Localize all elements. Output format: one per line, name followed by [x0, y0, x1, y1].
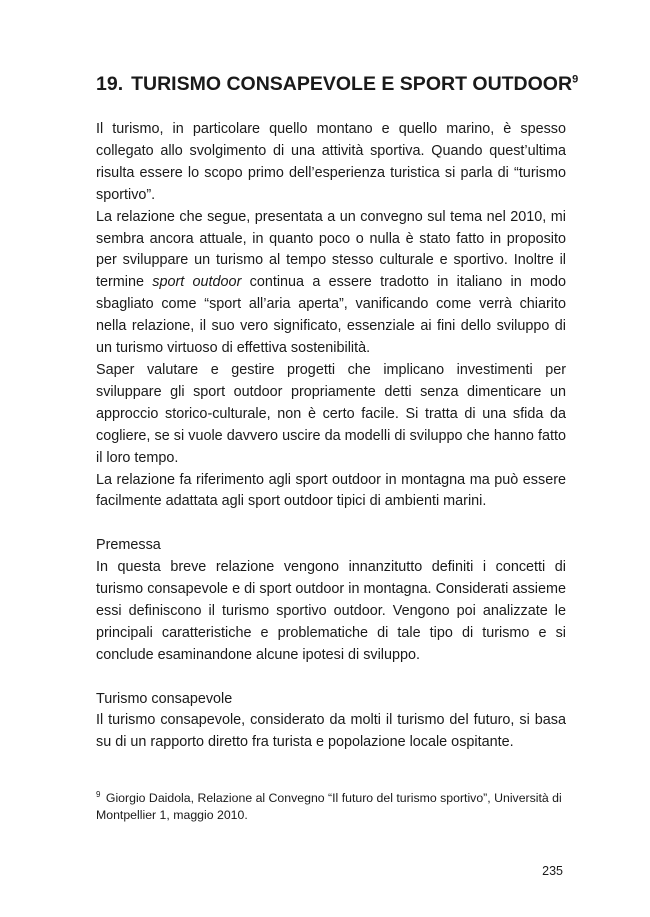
footnote — [96, 790, 566, 824]
book-page — [96, 0, 579, 917]
paragraph-montagna: La relazione fa riferimento agli sport outdoor in montagna ma può essere facilmente adattata agli sport outdoor tipici di ambienti marini. — [96, 471, 566, 510]
chapter-number: 19. — [96, 73, 124, 95]
paragraph-relazione-start: La relazione che segue, presentata a un convegno sul tema nel 2010, mi sembra ancora attuale, in quanto poco o nulla è stato fatto in proposito per sviluppare un turismo al tempo stesso culturale e sportivo. Inoltre il termine — [96, 208, 566, 291]
footnote-number: 9 — [96, 789, 101, 799]
page-number: 235 — [542, 864, 563, 878]
section-title-premessa: Premessa — [96, 537, 161, 554]
footnote-reference: 9 — [572, 73, 579, 86]
chapter-title: TURISMO CONSAPEVOLE E SPORT OUTDOOR — [131, 73, 573, 95]
body-text — [96, 119, 566, 754]
paragraph-relazione-end: continua a essere tradotto in italiano in modo sbagliato come “sport all’aria aperta”, vanificando come verrà chiarito nella relazione, il suo vero significato, essenziale ai fini dello sviluppo di un turismo virtuoso di effettiva sostenibilità. — [96, 274, 566, 357]
footnote-text: Giorgio Daidola, Relazione al Convegno “Il futuro del turismo sportivo”, Università di Montpellier 1, maggio 2010. — [96, 791, 562, 822]
section-title-turismo-consapevole: Turismo consapevole — [96, 690, 233, 707]
paragraph-progetti: Saper valutare e gestire progetti che implicano investimenti per sviluppare gli sport outdoor propriamente detti senza dimenticare un approccio storico-culturale, non è certo facile. Si tratta di una sfida da cogliere, se si vuole davvero uscire da modelli di sviluppo che hanno fatto il loro tempo. — [96, 361, 566, 466]
paragraph-turismo-consapevole: Il turismo consapevole, considerato da molti il turismo del futuro, si basa su di un rapporto diretto fra turista e popolazione locale ospitante. — [96, 712, 566, 751]
chapter-heading — [96, 73, 579, 96]
paragraph-relazione — [96, 207, 566, 360]
paragraph-intro: Il turismo, in particolare quello montano e quello marino, è spesso collegato allo svolgimento di una attività sportiva. Quando quest’ultima risulta essere lo scopo primo dell’esperienza turistica si parla di “turismo sportivo”. — [96, 121, 566, 203]
paragraph-premessa: In questa breve relazione vengono innanzitutto definiti i concetti di turismo consapevole e di sport outdoor in montagna. Considerati assieme essi definiscono il turismo sportivo outdoor. Vengono poi analizzate le principali caratteristiche e problematiche di tale tipo di turismo e si conclude esaminandone alcune ipotesi di sviluppo. — [96, 559, 566, 663]
italic-term: sport outdoor — [152, 274, 242, 291]
